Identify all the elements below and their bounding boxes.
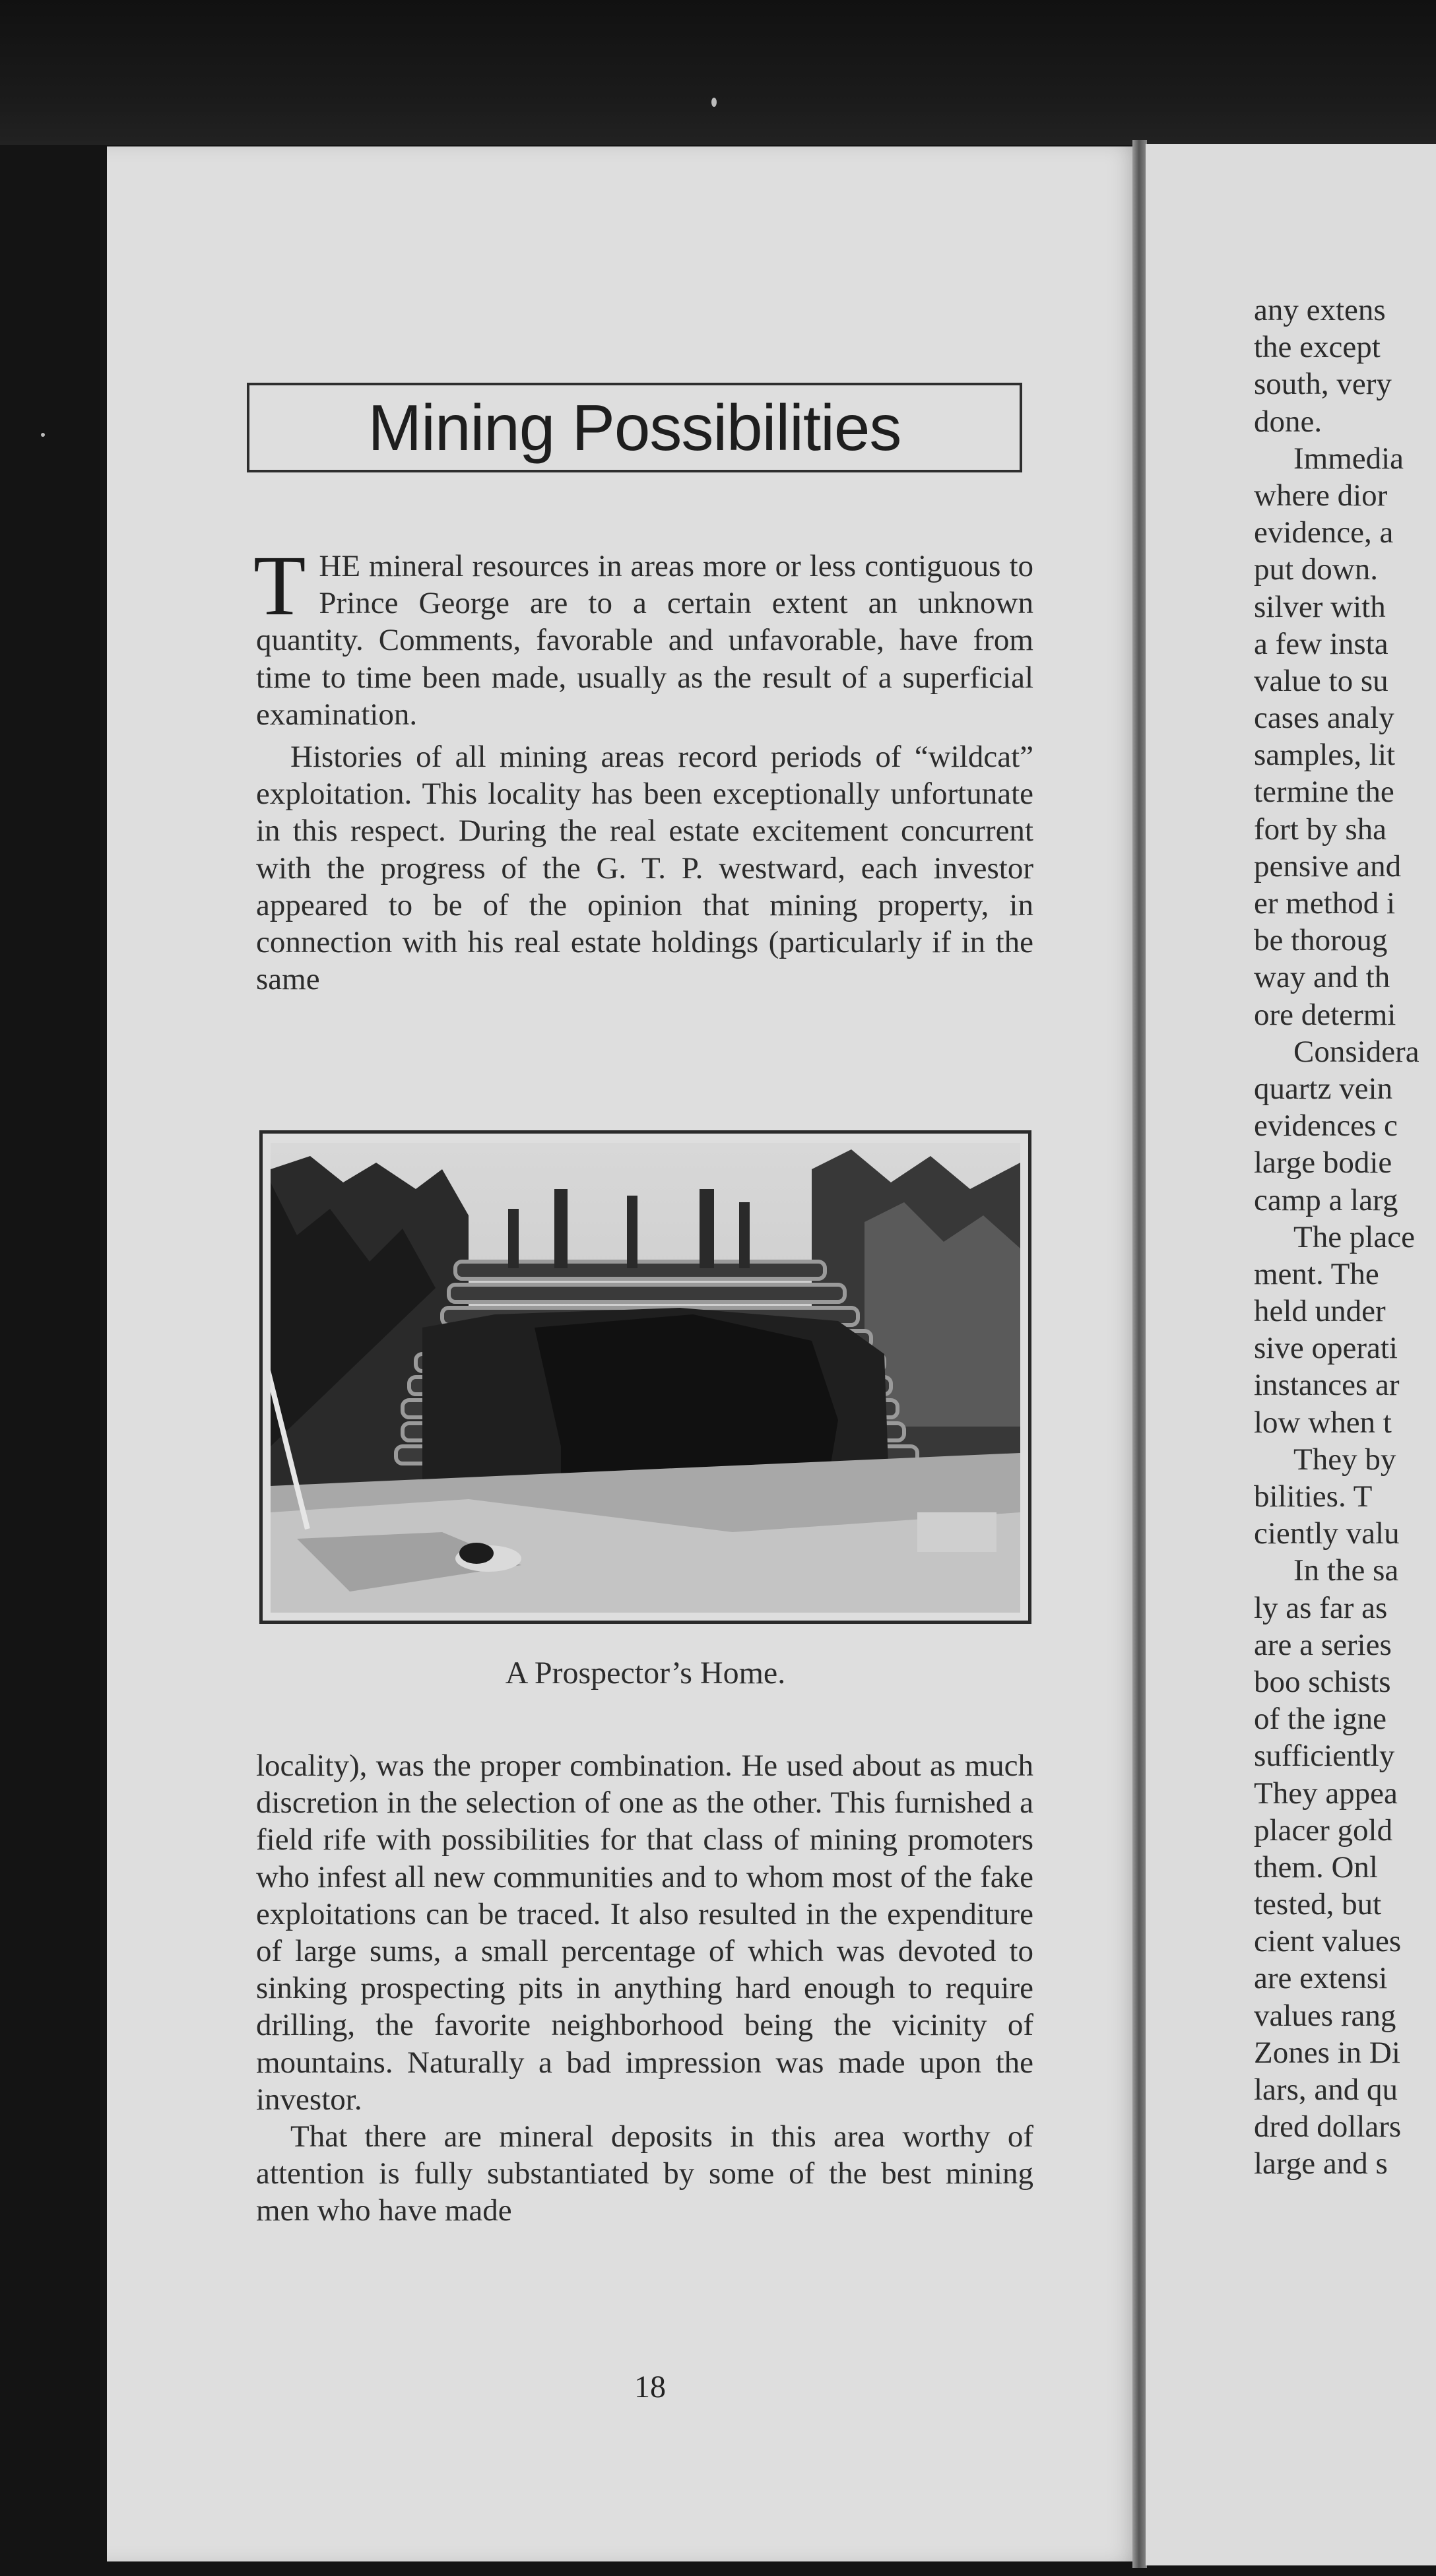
text-block-top [253, 538, 1033, 998]
right-page-line: way and th [1254, 960, 1390, 995]
drop-cap: T [253, 538, 306, 633]
right-page-line: value to su [1254, 663, 1388, 698]
right-page-line: lars, and qu [1254, 2073, 1398, 2107]
right-page-line: put down. [1254, 552, 1378, 587]
right-page-line: samples, lit [1254, 738, 1396, 773]
right-page-line: Immedia [1293, 441, 1404, 476]
right-page-line: are extensi [1254, 1961, 1388, 1996]
dust-speck [711, 98, 717, 107]
right-page-line: held under [1254, 1294, 1386, 1329]
right-page-line: dred dollars [1254, 2109, 1402, 2144]
right-page-line: Zones in Di [1254, 2035, 1400, 2070]
right-page-line: In the sa [1293, 1553, 1399, 1588]
right-page-line: large and s [1254, 2146, 1388, 2181]
right-page-line: boo schists [1254, 1664, 1391, 1699]
right-page-line: placer gold [1254, 1813, 1393, 1848]
photo-caption: A Prospector’s Home. [505, 1656, 786, 1690]
paragraph-2: Histories of all mining areas record periods of “wildcat” exploitation. This locality has been exceptionally unfortunate in this respect. During the real estate excitement concurrent with the progress of the G. T. P. westward, each investor appeared to be of the opinion that mining property, in connection with his real estate holdings (particularly if in the same [256, 740, 1033, 997]
right-page-line: them. Onl [1254, 1850, 1378, 1884]
right-page-line: ore determi [1254, 997, 1396, 1032]
right-page-line: er method i [1254, 886, 1396, 920]
right-page-line: camp a larg [1254, 1182, 1398, 1217]
right-page-line: They appea [1254, 1776, 1398, 1811]
right-page-line: of the igne [1254, 1702, 1387, 1737]
right-page-line: any extens [1254, 293, 1386, 327]
book-gutter [1132, 140, 1147, 2568]
right-page-line: sive operati [1254, 1331, 1398, 1366]
right-page-line: termine the [1254, 775, 1394, 810]
right-page-line: evidence, a [1254, 515, 1394, 550]
right-page-line: ly as far as [1254, 1590, 1388, 1625]
right-page-line: pensive and [1254, 849, 1402, 884]
right-page-line: cient values [1254, 1924, 1402, 1959]
scan-background-top [0, 0, 1436, 145]
text-block-bottom [256, 1747, 1033, 2230]
right-page-line: large bodie [1254, 1145, 1392, 1180]
page-title: Mining Possibilities [368, 391, 901, 464]
photo-prospectors-home [259, 1130, 1031, 1624]
paragraph-1-text: HE mineral resources in areas more or less contiguous to Prince George are to a certain extent an unknown quantity. Comments, favorable and unfavorable, have from time to time been made, usually as the result of a superficial examination. [256, 549, 1033, 732]
right-page-line: low when t [1254, 1405, 1392, 1440]
right-page-line: ciently valu [1254, 1516, 1400, 1551]
right-page-line: They by [1293, 1442, 1396, 1477]
right-page-line: where dior [1254, 478, 1388, 513]
paragraph-1 [253, 538, 1033, 733]
right-page-line: sufficiently [1254, 1739, 1395, 1774]
right-page-line: tested, but [1254, 1887, 1382, 1922]
right-page-line: done. [1254, 404, 1322, 439]
right-page-line: be thoroug [1254, 923, 1388, 958]
right-page-line: instances ar [1254, 1368, 1400, 1403]
right-page-line: fort by sha [1254, 812, 1387, 847]
right-page-line: ment. The [1254, 1256, 1379, 1291]
right-page-line: The place [1293, 1219, 1415, 1254]
photo-image [271, 1143, 1020, 1613]
paragraph-3: locality), was the proper combination. He used about as much discretion in the selection of one as the other. This furnished a field rife with possibilities for that class of mining promoters who infest all new communities and to whom most of the fake exploitations can be traced. It also resulted in the expenditure of large sums, a small percentage of which was devoted to sinking prospecting pits in anything hard enough to require drilling, the favorite neighborhood being the vicinity of mountains. Naturally a bad impression was made upon the investor. [256, 1749, 1033, 2117]
page-number: 18 [634, 2369, 666, 2404]
right-page-line: bilities. T [1254, 1479, 1373, 1514]
right-page-line: values rang [1254, 1998, 1396, 2033]
right-page-line: the except [1254, 330, 1381, 365]
right-page-line: are a series [1254, 1627, 1392, 1662]
title-box [247, 383, 1022, 472]
right-page-line: cases analy [1254, 701, 1394, 736]
right-page-line: silver with [1254, 589, 1386, 624]
dust-speck [41, 433, 45, 437]
right-page-line: quartz vein [1254, 1071, 1393, 1106]
right-page-line: Considera [1293, 1034, 1420, 1069]
paragraph-4: That there are mineral deposits in this area worthy of attention is fully substantiated by some of the best mining men who have made [256, 2119, 1033, 2228]
right-page-line: south, very [1254, 367, 1392, 402]
right-page-line: a few insta [1254, 626, 1388, 661]
right-page-text [1254, 292, 1436, 2183]
right-page-line: evidences c [1254, 1109, 1398, 1143]
